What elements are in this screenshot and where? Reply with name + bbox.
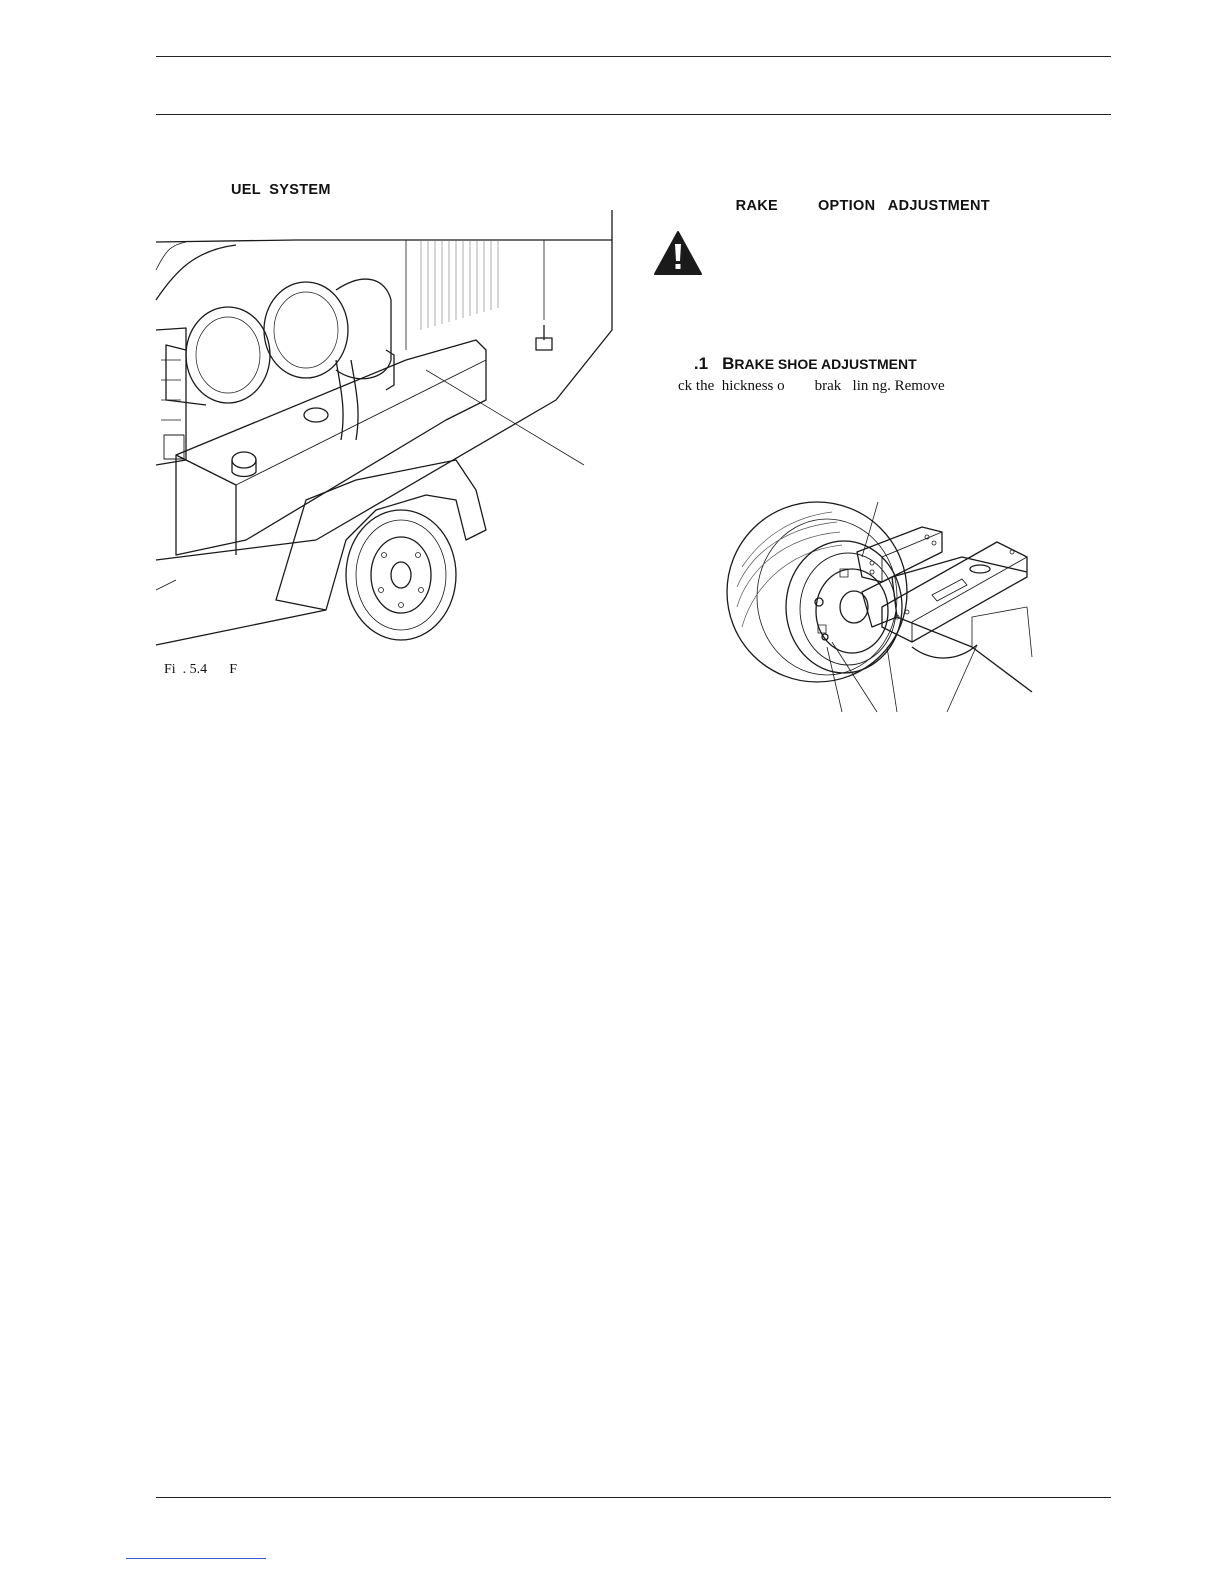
footer-link-underline[interactable] [126, 1558, 266, 1559]
brake-shoe-adjustment-heading [685, 336, 917, 374]
header-rule-bottom [156, 114, 1111, 115]
footer-rule [156, 1497, 1111, 1498]
subsection-title: RAKE SHOE ADJUSTMENT [734, 356, 917, 372]
warning-triangle-icon [653, 230, 703, 276]
fuel-system-illustration [156, 210, 616, 642]
brake-body-text: ck the hickness o brak lin ng. Remove [678, 378, 945, 394]
subsection-initial: B [722, 354, 735, 373]
brake-option-heading [727, 182, 990, 214]
brake-illustration [722, 497, 1042, 712]
header-rule-top [156, 56, 1111, 57]
brake-heading-part2: OPTION ADJUSTMENT [817, 198, 990, 214]
brake-heading-part1: RAKE [735, 198, 778, 214]
fuel-system-heading: UEL SYSTEM [231, 182, 331, 198]
figure-caption-number: Fi . 5.4 [164, 662, 208, 677]
subsection-number: .1 [693, 354, 709, 373]
figure-caption [157, 646, 237, 678]
figure-caption-title: F [229, 662, 237, 677]
